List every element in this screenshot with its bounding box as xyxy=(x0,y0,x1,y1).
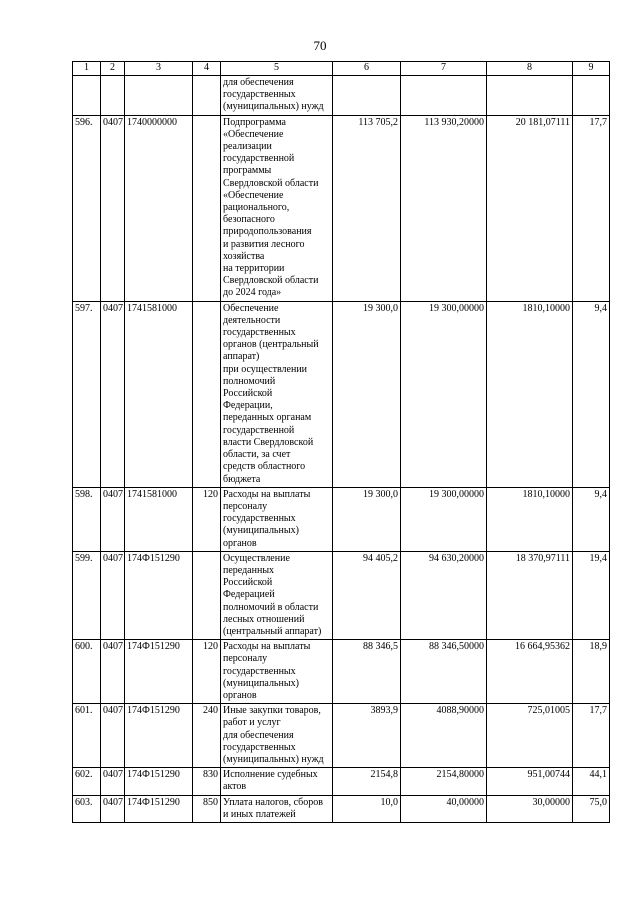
row-number: 600. xyxy=(73,640,101,704)
row-number: 603. xyxy=(73,795,101,822)
table-row xyxy=(73,768,610,795)
value-col8: 30,00000 xyxy=(487,795,573,822)
item-name: Исполнение судебных актов xyxy=(221,768,333,795)
row-number: 596. xyxy=(73,115,101,301)
table-row xyxy=(73,487,610,551)
percent-col9: 9,4 xyxy=(573,487,610,551)
value-col8: 725,01005 xyxy=(487,704,573,768)
item-name: Расходы на выплаты персоналу государственных (муниципальных) органов xyxy=(221,487,333,551)
header-cell: 9 xyxy=(573,62,610,76)
value-col6: 94 405,2 xyxy=(333,551,401,639)
header-cell: 1 xyxy=(73,62,101,76)
header-cell: 3 xyxy=(125,62,193,76)
section-code: 0407 xyxy=(101,301,125,487)
table-row xyxy=(73,795,610,822)
value-col6: 19 300,0 xyxy=(333,301,401,487)
value-col6: 113 705,2 xyxy=(333,115,401,301)
table-row xyxy=(73,301,610,487)
value-col7: 40,00000 xyxy=(401,795,487,822)
table-row xyxy=(73,551,610,639)
row-number: 602. xyxy=(73,768,101,795)
expense-type: 240 xyxy=(193,704,221,768)
header-cell: 5 xyxy=(221,62,333,76)
value-col6: 88 346,5 xyxy=(333,640,401,704)
value-col8: 1810,10000 xyxy=(487,487,573,551)
percent-col9: 75,0 xyxy=(573,795,610,822)
target-code: 174Ф151290 xyxy=(125,795,193,822)
expense-type xyxy=(193,551,221,639)
target-code: 174Ф151290 xyxy=(125,551,193,639)
value-col7: 19 300,00000 xyxy=(401,487,487,551)
header-cell: 7 xyxy=(401,62,487,76)
target-code: 174Ф151290 xyxy=(125,704,193,768)
row-number xyxy=(73,76,101,116)
header-cell: 6 xyxy=(333,62,401,76)
header-cell: 2 xyxy=(101,62,125,76)
value-col7: 94 630,20000 xyxy=(401,551,487,639)
value-col6: 19 300,0 xyxy=(333,487,401,551)
target-code: 174Ф151290 xyxy=(125,768,193,795)
expense-type: 830 xyxy=(193,768,221,795)
section-code xyxy=(101,76,125,116)
percent-col9 xyxy=(573,76,610,116)
target-code xyxy=(125,76,193,116)
value-col7 xyxy=(401,76,487,116)
header-row xyxy=(73,62,610,76)
percent-col9: 19,4 xyxy=(573,551,610,639)
table-row xyxy=(73,115,610,301)
item-name: Обеспечение деятельности государственных органов (центральный аппарат) при осуществлении полномочий Российской Федерации, переданных органам государственной власти Свердловской области, за счет средств областного бюджета xyxy=(221,301,333,487)
value-col6: 2154,8 xyxy=(333,768,401,795)
item-name: Подпрограмма «Обеспечение реализации государственной программы Свердловской области «Обеспечение рационального, безопасного природопользования и развития лесного хозяйства на территории Свердловской области до 2024 года» xyxy=(221,115,333,301)
section-code: 0407 xyxy=(101,704,125,768)
section-code: 0407 xyxy=(101,487,125,551)
value-col7: 88 346,50000 xyxy=(401,640,487,704)
page-number: 70 xyxy=(313,38,327,53)
section-code: 0407 xyxy=(101,551,125,639)
section-code: 0407 xyxy=(101,768,125,795)
value-col7: 113 930,20000 xyxy=(401,115,487,301)
item-name: Осуществление переданных Российской Федерацией полномочий в области лесных отношений (центральный аппарат) xyxy=(221,551,333,639)
item-name: Расходы на выплаты персоналу государственных (муниципальных) органов xyxy=(221,640,333,704)
value-col7: 2154,80000 xyxy=(401,768,487,795)
percent-col9: 44,1 xyxy=(573,768,610,795)
row-number: 601. xyxy=(73,704,101,768)
value-col8: 18 370,97111 xyxy=(487,551,573,639)
target-code: 174Ф151290 xyxy=(125,640,193,704)
item-name: Уплата налогов, сборов и иных платежей xyxy=(221,795,333,822)
value-col7: 19 300,00000 xyxy=(401,301,487,487)
table-row xyxy=(73,704,610,768)
expense-type: 120 xyxy=(193,487,221,551)
section-code: 0407 xyxy=(101,795,125,822)
budget-table xyxy=(72,61,610,823)
section-code: 0407 xyxy=(101,640,125,704)
percent-col9: 9,4 xyxy=(573,301,610,487)
item-name: Иные закупки товаров, работ и услуг для обеспечения государственных (муниципальных) нужд xyxy=(221,704,333,768)
row-number: 598. xyxy=(73,487,101,551)
percent-col9: 17,7 xyxy=(573,115,610,301)
table-row xyxy=(73,640,610,704)
expense-type: 850 xyxy=(193,795,221,822)
row-number: 597. xyxy=(73,301,101,487)
value-col8: 16 664,95362 xyxy=(487,640,573,704)
header-cell: 4 xyxy=(193,62,221,76)
item-name: для обеспечения государственных (муниципальных) нужд xyxy=(221,76,333,116)
percent-col9: 17,7 xyxy=(573,704,610,768)
section-code: 0407 xyxy=(101,115,125,301)
header-cell: 8 xyxy=(487,62,573,76)
percent-col9: 18,9 xyxy=(573,640,610,704)
value-col8: 951,00744 xyxy=(487,768,573,795)
value-col6 xyxy=(333,76,401,116)
row-number: 599. xyxy=(73,551,101,639)
table-row xyxy=(73,76,610,116)
value-col6: 10,0 xyxy=(333,795,401,822)
target-code: 1740000000 xyxy=(125,115,193,301)
expense-type: 120 xyxy=(193,640,221,704)
value-col8: 1810,10000 xyxy=(487,301,573,487)
target-code: 1741581000 xyxy=(125,301,193,487)
value-col7: 4088,90000 xyxy=(401,704,487,768)
value-col8: 20 181,07111 xyxy=(487,115,573,301)
target-code: 1741581000 xyxy=(125,487,193,551)
value-col6: 3893,9 xyxy=(333,704,401,768)
expense-type xyxy=(193,76,221,116)
expense-type xyxy=(193,115,221,301)
value-col8 xyxy=(487,76,573,116)
expense-type xyxy=(193,301,221,487)
